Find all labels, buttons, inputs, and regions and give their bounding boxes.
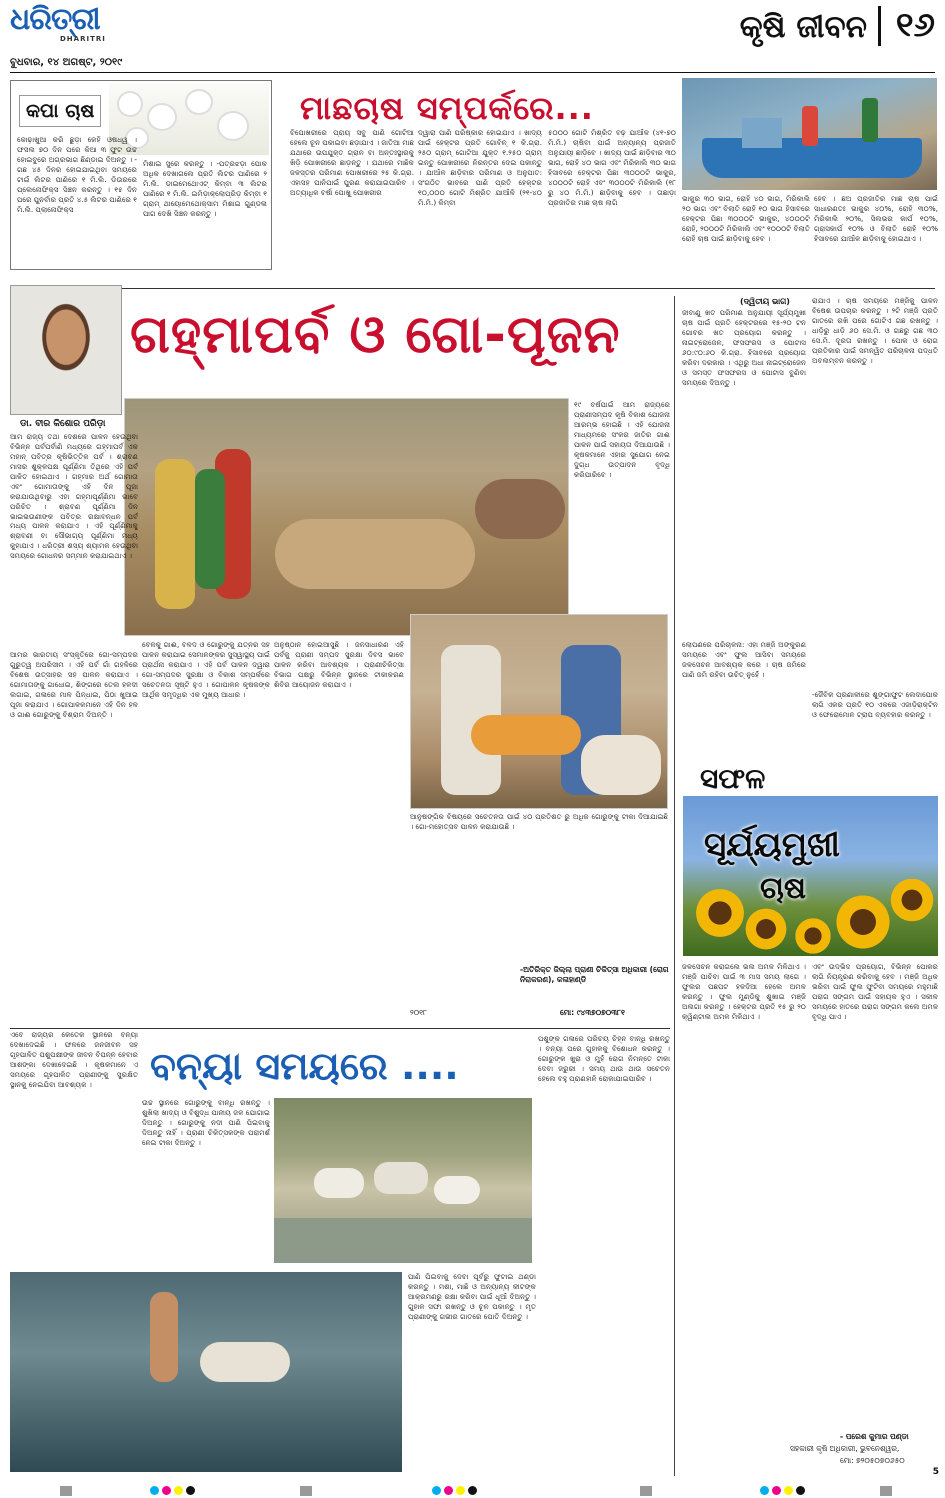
- author-photo: [10, 285, 122, 415]
- sunflower-title: ସଫଳ: [700, 762, 766, 795]
- gamha-byline: -ଅତିରିକ୍ତ ଜିଲ୍ଲା ପ୍ରାଣୀ ଚିକିତ୍ସା ଅଧିକାରୀ (ରୋଗ ନିରାକରଣ), କଳାହାଣ୍ଡି: [520, 965, 669, 985]
- gamha-column-4: ୧୯ ବର୍ଷପାଇଁ ଆମ ରାଜ୍ୟରେ ପ୍ରାଣୀସମ୍ପଦ କୃଷି ବିକାଶ ଯୋଜନା ଆରମ୍ଭ ହୋଇଛି । ଏହି ଯୋଜନା ମାଧ୍ୟମରେ ସଂକର ଜାତିର ଗାଈ ପାଳନ ପାଇଁ ସହାୟତା ଦିଆଯାଉଛି । କୃଷକମାନେ ଏହାର ସୁଯୋଗ ନେଇ ଦୁଗ୍ଧ ଉତ୍ପାଦନ ବୃଦ୍ଧି କରିପାରିବେ ।: [574, 400, 670, 479]
- sunflower-phone: ମୋ: ୭୨୦୫୦୭୦୬୫୦: [840, 1456, 905, 1465]
- gamha-headline: ଗହ୍ମାପର୍ବ ଓ ଗୋ-ପୂଜନ: [130, 305, 621, 365]
- sunflower-column-3: ଜଳସେଚନ କରାଗଲେ ଭଲ ଅମଳ ମିଳିଥାଏ । ମଞ୍ଜି ପାଚିବା ପାଇଁ ୩ ମାସ ସମୟ ଲାଗେ । ଫୁଲର ପଛପଟ ହଳଦିଆ ହେଲେ ଅମଳ କରନ୍ତୁ । ଫୁଲ ମୁଣ୍ଡିକୁ ଶୁଖାଇ ମଞ୍ଜି ଅଲଗା କରନ୍ତୁ । ହେକ୍ଟର ପ୍ରତି ୧୫ ରୁ ୨୦ କ୍ୱିଣ୍ଟାଲ ଅମଳ ମିଳିଥାଏ ।: [682, 962, 806, 1021]
- page-number: ୧୬: [895, 5, 935, 45]
- sunflower-byline: - ପରେଶ କୁମାର ପଣ୍ଡା: [840, 1432, 909, 1441]
- sunflower-column-4: ଏବଂ ଉଦ୍ଭିଦ ପ୍ରୟୋଗ, ବିଭିନ୍ନ ପୋକର ଲାଗି ନିୟନ୍ତ୍ରଣ କରିବାକୁ ହେବ । ମଞ୍ଜି ଅଧିକ ଭରିବା ପାଇଁ ଫୁଲ ଫୁଟିବା ସମୟରେ ମହୁମାଛି ପରାଗ ସଙ୍ଗମ ପାଇଁ ସହାୟକ ହୁଏ । ସକାଳ ସମୟରେ ହାତରେ ପରାଗ ସଙ୍ଗମ କଲେ ଅମଳ ବୃଦ୍ଧି ପାଏ ।: [812, 962, 938, 1021]
- sunflower-column-1: ଜୀବାଣୁ ଖତ ପରିମାଣ ଅନୁଯାୟୀ ସୂର୍ଯ୍ୟମୁଖୀ ଚାଷ ପାଇଁ ପ୍ରତି ହେକ୍ଟରରେ ୧୫-୨୦ ଟନ ଗୋବର ଖତ ପ୍ରୟୋଗ କରନ୍ତୁ । ନାଇଟ୍ରୋଜେନ, ଫସଫରସ ଓ ପୋଟାସ ୬୦:୯୦:୬୦ କି.ଗ୍ରା. ହିସାବରେ ପ୍ରୟୋଗ କରିବା ଦରକାର । ଏଥିରୁ ଅଧା ନାଇଟ୍ରୋଜେନ ଓ ସମସ୍ତ ଫସଫରସ ଓ ପୋଟାସ ବୁଣିବା ସମୟରେ ଦିଅନ୍ତୁ ।: [682, 308, 806, 387]
- section-title: କୃଷି ଜୀବନ: [739, 9, 867, 45]
- sunflower-column-2b: -ଜୈବିକ ପ୍ରଣାଳୀରେ ଶୁଙ୍ଗାଫୁଟ ଲେଦାପୋକ ଲାଗି ଏକର ପ୍ରତି ୧୦ ଏକରେ ଏଜାଡ଼ିରାକ୍ଟିନ ଓ ଫେରୋମୋନ ଟ୍ରାପ ବ୍ୟବହାର କରନ୍ତୁ ।: [812, 690, 938, 719]
- flood-column-1: ଏବେ ରାଜ୍ୟର କେତେକ ସ୍ଥାନରେ ବନ୍ୟା ଦେଖାଦେଇଛି । ଫଳରେ ଜନଜୀବନ ସହ ଗୃହପାଳିତ ପଶୁପକ୍ଷୀଙ୍କ ଜୀବନ ବିପନ୍ନ ହେବାର ଆଶଙ୍କା ଦେଖାଦେଇଛି । କୃଷକମାନେ ଏ ସମୟରେ ଗୃହପାଳିତ ପ୍ରାଣୀଙ୍କୁ ସୁରକ୍ଷିତ ସ୍ଥାନକୁ ନେଇଯିବା ଆବଶ୍ୟକ ।: [10, 1030, 138, 1089]
- sunflower-part: (ଦ୍ୱିତୀୟ ଭାଗ): [740, 297, 790, 306]
- logo-text: ଧରିତ୍ରୀ: [10, 2, 100, 37]
- print-registration-marks: [0, 1484, 945, 1498]
- newspaper-logo: [10, 2, 180, 42]
- sunflower-byline-2: ସହକାରୀ କୃଷି ଅଧିକାରୀ, ଭୁବନେଶ୍ୱର,: [790, 1444, 900, 1453]
- sunflower-photo: [683, 796, 938, 956]
- fish-column-1: ବିପୋଖରୀରେ ପ୍ରାୟ ସବୁ ପାଣି ଗୋଟିଆ ହେଲେ ଚୂନ ପକାଇବା ଛଡ଼ାଯାଏ । ଜାତିଆ ମାଛ ଯଥାରେ ଉପଯୁକ୍ତ ଗ୍ରାନ ବା ଅନ୍ତଃସ୍ଥାରକୁ ଖିଡ଼ି ପୋଖରୀରେ ଛାଡ଼ନ୍ତୁ । ଯଥାରେ ମାଛିକ ଜଳସ୍ତର ପରିମାଣ ପୋଖରୀରେ ୨୫ କି.ଗ୍ରା. ଏହାସହ ପାନିପାଇଁ ପୁରଣ କରାଯାଇପାରିବ । ଅତ୍ୟାଧିକ ବର୍ଷା ପୋଖୁ ପୋଖରୀର: [290, 128, 414, 197]
- cow-feeding-photo: [410, 614, 668, 809]
- cotton-title: କପା ଚାଷ: [19, 95, 101, 127]
- masthead-rule: [10, 72, 935, 73]
- flood-column-4: ପଶୁଙ୍କ ଗଳାରେ ପରିଚୟ ଚିହ୍ନ ବାନ୍ଧି ରଖନ୍ତୁ । ବନ୍ୟା ପରେ ଗୁହାଳକୁ ବିଶୋଧନ କରନ୍ତୁ । ଗୋରୁଙ୍କ ଖୁରା ଓ ମୁହଁ ରୋଗ ନିମନ୍ତେ ଟୀକା ଦେବା ଜରୁରୀ । ସମୟ ଥାଉ ଥାଉ ସଚେତନ ହେଲେ ବହୁ ପ୍ରାଣହାନି ରୋକାଯାଇପାରିବ ।: [538, 1034, 670, 1083]
- fish-column-5: ହେବ । ଛଅ ପ୍ରଜାତିର ମାଛ ଚାଷ ପାଇଁ ସାଧାରଣତଃ ଭାକୁର ୪୦%, ରୋହି ୩୦%, ମିରିକାଲି ୨୦%, ସିଲଭର କାର୍ପ ୧୦%, ଗ୍ରାସକାର୍ପ ୧୦% ଓ ବିଲାତି ରୋହି ୧୦% ହିସାବରେ ଯାଆଁଳ ଛାଡ଼ିବାକୁ ହୋଇଥାଏ ।: [814, 194, 938, 243]
- sunflower-subtitle-2: ଚାଷ: [760, 871, 807, 906]
- cotton-article: [10, 80, 272, 270]
- gamha-column-4b: ଆନୁଷଙ୍ଗିକ ବିଷୟରେ ସଚେତନତା ପାଇଁ ୪୦ ପ୍ରତିଶତ ରୁ ଅଧିକ ଗୋରୁଙ୍କୁ ଟୀକା ଦିଆଯାଇଛି । ଗୋ-ମହୋତ୍ସବ ପାଳନ କରାଯାଉଛି ।: [410, 812, 668, 831]
- gamha-phone: ମୋ: ୯୪୩୭୦୭୦୩୮୧: [560, 1008, 625, 1017]
- footer-page-number: 5: [932, 1467, 939, 1477]
- section-rule-2: [10, 1028, 670, 1029]
- gamha-year: ୨୦୧୮: [410, 1008, 427, 1017]
- section-rule-1: [10, 288, 935, 289]
- gamha-column-1: ଆମ ରାଜ୍ୟ ତଥା ଦେଶରେ ପାଳନ ହେଉଥିବା ବିଭିନ୍ନ ପର୍ବପର୍ବାଣି ମଧ୍ୟରେ ଗହ୍ମାପର୍ବ ଏକ ମହାନ୍ ପବିତ୍ର କୃଷିଭିତ୍ତିକ ପର୍ବ । ଶ୍ରାବଣ ମାସର ଶୁକ୍ଳପକ୍ଷ ପୂର୍ଣ୍ଣିମା ତିଥିରେ ଏହି ପର୍ବ ପାଳିତ ହୋଇଥାଏ । ଗହ୍ମାର ଅର୍ଥ ଗୋମାତା ଏବଂ ଗୋମାତାଙ୍କୁ ଏହି ଦିନ ପୂଜା କରାଯାଉଥିବାରୁ ଏହା ଗହ୍ମାପୂର୍ଣ୍ଣିମା ଭାବେ ପରିଚିତ । ଶ୍ରାବଣ ପୂର୍ଣ୍ଣିମା ଦିନ ଭାଇଭଉଣୀଙ୍କ ପବିତ୍ର ରକ୍ଷାବନ୍ଧନ ପର୍ବ ମଧ୍ୟ ପାଳନ କରାଯାଏ । ଏହି ପୂର୍ଣ୍ଣିମାକୁ ଶ୍ରାବଣୀ ବା ସୌଭାଗ୍ୟ ପୂର୍ଣ୍ଣିମା ମଧ୍ୟ କୁହାଯାଏ । ଧରିତ୍ରୀ ଶସ୍ୟ ଶ୍ୟାମଳ ହେଉଥିବା ସମୟରେ ଗୋଧନର ସମ୍ମାନ କରାଯାଇଥାଏ ।: [10, 432, 138, 561]
- sunflower-column-1b: ଲୋପଣରେ ପରିଚାଳନା: ଏହା ମଞ୍ଜି ଅଙ୍କୁରଣ ସମୟରେ ଏବଂ ଫୁଲ ଆସିବା ସମୟରେ ଜଳସେଚନ ଆବଶ୍ୟକ କରେ । ଚାଷ ଜମିରେ ପାଣି ଜମି ରହିବା ଉଚିତ୍ ନୁହେଁ ।: [682, 640, 806, 679]
- flood-headline: ବନ୍ୟା ସମୟରେ ....: [150, 1044, 459, 1088]
- flood-column-2: ଉଚ୍ଚ ସ୍ଥାନରେ ଗୋରୁଙ୍କୁ ବାନ୍ଧି ରଖନ୍ତୁ । ଶୁଖିଲା ଖାଦ୍ୟ ଓ ବିଶୁଦ୍ଧ ପାନୀୟ ଜଳ ଯୋଗାଇ ଦିଅନ୍ତୁ । ଗୋରୁଙ୍କୁ ନଦୀ ପାଣି ପିଇବାକୁ ଦିଅନ୍ତୁ ନାହିଁ । ପ୍ରାଣୀ ଚିକିତ୍ସକଙ୍କ ପରାମର୍ଶ ନେଇ ଟୀକା ଦିଅନ୍ତୁ ।: [142, 1098, 270, 1147]
- fish-headline: ମାଛଚାଷ ସମ୍ପର୍କରେ...: [300, 89, 594, 127]
- issue-date: ବୁଧବାର, ୧୪ ଅଗଷ୍ଟ, ୨୦୧୯: [10, 57, 123, 68]
- flood-cattle-photo: [274, 1098, 532, 1263]
- flood-column-3: ପାଣି ପିଇବାକୁ ଦେବା ପୂର୍ବରୁ ଫୁଟାଇ ଥଣ୍ଡା କରନ୍ତୁ । ମଶା, ମାଛି ଓ ଅନ୍ୟାନ୍ୟ କୀଟଙ୍କ ଆକ୍ରମଣରୁ ରକ୍ଷା କରିବା ପାଇଁ ଧୂଆଁ ଦିଅନ୍ତୁ । ଗୁହାଳ ସଫା ରଖନ୍ତୁ ଓ ଚୂନ ପକାନ୍ତୁ । ମୃତ ପ୍ରାଣୀଙ୍କୁ ଗଭୀର ଗାତରେ ପୋତି ଦିଅନ୍ତୁ ।: [408, 1272, 536, 1321]
- logo-subtitle: DHARITRI: [60, 35, 106, 43]
- section-divider: [878, 6, 881, 46]
- cotton-column-2: ମିଶାଇ ସ୍ପ୍ରେ କରନ୍ତୁ । -ପତ୍ରଝଡ଼ା ପୋକ ଅଧିକ ଦେଖାଗଲେ ପ୍ରତି ଲିଟର ପାଣିରେ ୨ ମି.ଲି. ଡାଇମେଥୋଏଟ୍ କିମ୍ବା ୩ ଲିଟର ପାଣିରେ ୧ ମି.ଲି. ଇମିଡ଼ାକ୍ଲୋପ୍ରିଡ଼ କିମ୍ବା ୧ ଗ୍ରାମ୍ ଥାୟୋମେଥୋକ୍ସାମ ମିଶାଇ ଗୁଣ୍ଡଳା ପାଗ ଦେଖି ସିଞ୍ଚନ କରନ୍ତୁ ।: [143, 159, 267, 218]
- gamha-column-2: ବେଳକୁ ଗାଈ, ବଳଦ ଓ ଗୋରୁଙ୍କୁ ଯତ୍ନର ସହ ପାଳନ କରାଯାଇ ସେମାନଙ୍କର ସୁସ୍ୱାସ୍ଥ୍ୟ ପାଇଁ ପ୍ରାର୍ଥନା କରାଯାଏ । ଏହି ପର୍ବ ପାଳନ ଦ୍ୱାରା ଗୋ-ସମ୍ପଦର ସୁରକ୍ଷା ଓ ବିକାଶ ସମ୍ପର୍କରେ ସଚେତନତା ସୃଷ୍ଟି ହୁଏ । ଗୋପାଳନ କୃଷକଙ୍କ ଆର୍ଥିକ ସମୃଦ୍ଧିର ଏକ ମୁଖ୍ୟ ଆଧାର ।: [142, 640, 270, 699]
- cow-worship-photo: [124, 398, 569, 636]
- column-rule: [674, 296, 675, 1476]
- fish-boat-photo: [682, 78, 937, 190]
- fish-column-3: ୫୦୦୦ ଗୋଟି ମିଶ୍ରିତ ବଢ଼ ଯାଆଁଳ (୪୧-୭୦ ମି.ମି.) ଚାଷିବା ପାଇଁ ଅନ୍ୟାନ୍ୟ ପ୍ରଜାତି ଅନୁଯାୟୀ ଛାଡ଼ିବେ । ଖାଦ୍ୟ ପାଇଁ ଛାଡ଼ିବାର ୩୦ ଭାଗ, ରୋହି ୪୦ ଭାଗ ଏବଂ ମିରିକାଲି ୩୦ ଭାଗ ହିସାବରେ ହେକ୍ଟର ପିଛା ୩୦୦୦ଟି ଭାକୁର, ୪୦୦୦ଟି ରୋହି ଏବଂ ୩୦୦୦ଟି ମିରିକାଲି (୧୮ ରୁ ୪୦ ମି.ମି.) ଛାଡ଼ିବାକୁ ହେବ । ତାଛାଡ଼ା ପ୍ରଜାତିର ମାଛ ଚାଷ ଲାଗି: [548, 128, 676, 207]
- flood-boy-photo: [10, 1272, 402, 1472]
- sunflower-subtitle: ସୂର୍ଯ୍ୟମୁଖୀ: [704, 825, 840, 865]
- gamha-column-1b: ଆମର ଭାରତୀୟ ସଂସ୍କୃତିରେ ଗୋ-ସମ୍ପଦର ଗୁରୁତ୍ୱ ଅପରିସୀମ । ଏହି ପର୍ବ ଗାଁ ଗହଳିରେ ବିଶେଷ ଉତ୍ସାହର ସହ ପାଳନ କରାଯାଏ । ଗୋମାତାଙ୍କୁ ଗାଧୋଇ, ଶିଙ୍ଗରେ ତେଲ ହଳଦୀ ଲଗାଇ, ଗଳାରେ ମାଳ ପିନ୍ଧାଇ, ପିଠା ଖୁଆଇ ପୂଜା କରାଯାଏ । ଗୋପାଳକମାନେ ଏହି ଦିନ ହଳ ଓ ଗାଈ ଗୋରୁଙ୍କୁ ବିଶ୍ରାମ ଦିଅନ୍ତି ।: [10, 650, 138, 719]
- fish-column-2: ଦ୍ୱାରା ପାଣି ପରିଷ୍କାର ହୋଇଯାଏ । ଖାଦ୍ୟ ପାଇଁ ହେକ୍ଟର ପ୍ରତି ଗୋବିନ୍ ୧ କି.ଗ୍ରା. ୨୫୦ ଗ୍ରାମ୍ ଗୋଟିଆ ଯୁକ୍ତ ୧.୨୫୦ ଗ୍ରାମ୍ ଇନ୍ତୁ ପୋଖରୀରେ ନିରନ୍ତର ଦେଇ ପକାନ୍ତୁ । ଯାଆଁଳ ଛାଡ଼ିବାର ପରିମାଣ ଓ ଅନୁପାତ: ସଂଗଠିତ ଭାବରେ ପାଣି ପ୍ରତି ହେକ୍ଟର ୧୦,୦୦୦ ଗୋଟି ମିଶ୍ରିତ ଯାଆଁଳି (୨୧-୪୦ ମି.ମି.) କିମ୍ବା: [418, 128, 542, 207]
- fish-column-4: ଭାକୁର ୩୦ ଭାଗ, ରୋହି ୪୦ ଭାଗ, ମିରିକାଲି ୨୦ ଭାଗ ଏବଂ ବିଲାତି ରୋହି ୧୦ ଭାଗ ହିସାବରେ ହେକ୍ଟର ପିଛା ୩୦୦୦ଟି ଭାକୁର, ୪୦୦୦ଟି ରୋହି, ୨୦୦୦ଟି ମିରିକାଲି ଏବଂ ୧୦୦୦ଟି ବିଲାତି ରୋହି ଚାଷ ପାଇଁ ଛାଡ଼ିବାକୁ ହେବ ।: [682, 194, 810, 243]
- author-name: ଡା. ବୀର କିଶୋର ପରିଡ଼ା: [20, 419, 106, 429]
- sunflower-column-2: ରାଯାଏ । ଚାଷ ସମୟରେ ମଞ୍ଜିକୁ ପାଳନ ବିଷେଶ ଉପଚାର କରନ୍ତୁ । ୨ଟି ମଞ୍ଜି ପ୍ରତି ଗାତରେ ରଖି ପରେ ଗୋଟିଏ ଗଛ ରଖନ୍ତୁ । ଧାଡ଼ିରୁ ଧାଡ଼ି ୬୦ ସେ.ମି. ଓ ଗଛରୁ ଗଛ ୩୦ ସେ.ମି. ଦୂରତା ରଖନ୍ତୁ । ପୋକ ଓ ରୋଗ ପ୍ରତିକାର ପାଇଁ ସମନ୍ୱିତ ପରିଚାଳନା ପଦ୍ଧତି ଅବଲମ୍ବନ କରନ୍ତୁ ।: [812, 296, 938, 365]
- cotton-column-1: କୋଢ଼ାଖୁଆ କରି ଛୁଡ଼ା କେହି ଓଷଧ୍ୱ । ଫସଲ ୭୦ ଦିନ ପରେ କିଆ ୩ ଫୁଟ ଉଚ୍ଚ ହୋଇବୁରେ ଅଗ୍ରଭାଗ ଛିଣ୍ଡାଇ ଦିଅନ୍ତୁ । - ଗଛ ୪୫ ଦିନର ହୋଇଯାଇଥିବା ସମୟରେ ଟାଇଁ ଲିଟର ପାଣିରେ ୧ ମି.ଲି. ଡିଉରରେ ପ୍ଲେନୋଫିକ୍ସ ସିଞ୍ଚନ କରନ୍ତୁ । ୧୫ ଦିନ ପରେ ପୁନର୍ବାର ପ୍ରତି ୪.୫ ଲିଟର ପାଣିରେ ୧ ମି.ଲି. ପ୍ଲାନୋଫିକ୍ସ: [17, 135, 137, 214]
- gamha-column-3: ଅନୁଷ୍ଠାନ ହୋଇଆସୁଛି । ଜନସାଧାରଣ ଏହି ପର୍ବକୁ ପ୍ରାଣୀ ସମ୍ପଦ ସୁରକ୍ଷା ଦିବସ ଭାବେ ପାଳନ କରିବା ଆବଶ୍ୟକ । ପ୍ରାଣୀଚିକିତ୍ସା ବିଭାଗ ପକ୍ଷରୁ ବିଭିନ୍ନ ସ୍ଥାନରେ ଟୀକାକରଣ ଶିବିର ଆୟୋଜନ କରାଯାଏ ।: [274, 640, 404, 689]
